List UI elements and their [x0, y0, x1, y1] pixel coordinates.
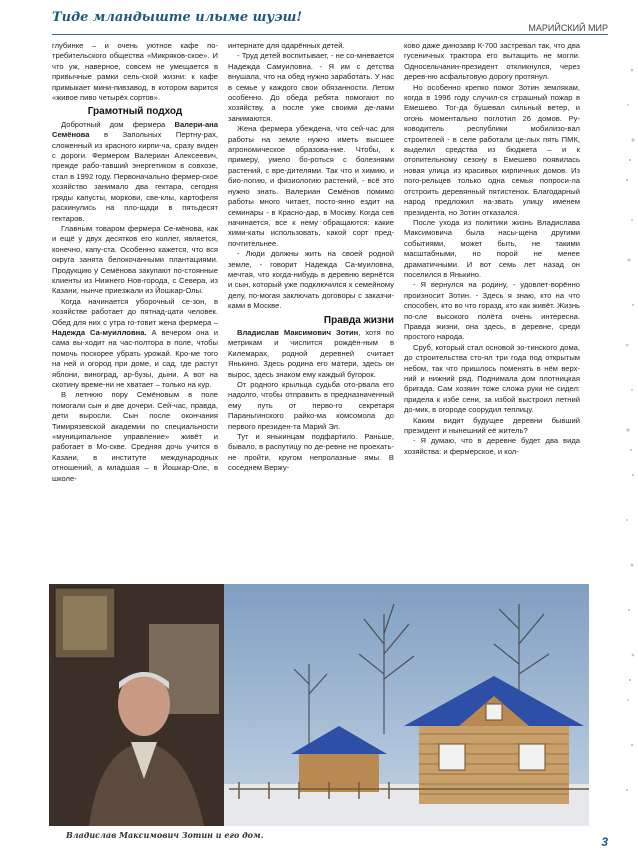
snowflake-decoration-icon — [618, 30, 638, 830]
paragraph — [228, 328, 394, 380]
paragraph: Тут и янькинцам подфартило. Раньше, бывало, в распутицу по де-ревне не проехать-не пройти, кругом непролазные ямы. В соседнем Вержу- — [228, 432, 394, 473]
photo-caption: Владислав Максимович Зотин и его дом. — [52, 828, 366, 842]
paragraph — [52, 297, 218, 391]
text-run: А вечером она и сама вы-ходит на час-полтора в поле, чтобы помочь поскорее убрать урожай. Кро-ме того на ней и огород при доме, и сад, где растут яблони, виноград, ар-бузы, дыни. А вот на скотину време-ни не хватает – только на кур. — [52, 327, 218, 389]
page-header — [0, 0, 638, 40]
paragraph: Жена фермера убеждена, что сей-час для работы на земле нужно иметь высшее агрономическое образова-ние. Чтобы, к примеру, умело бо-роться с болезнями растений, с вре-дителями. Так что и химию, и био-логию, и физиологию растений, - всё это нужно знать. Валериан Семёнов помимо работы много читает, посто-янно ездит на семинары - в Красно-дар, в Москву. Когда сев начинается, все к нему обращаются: какие хими-каты использовать, какой сорт пред-почтительнее. — [228, 124, 394, 248]
paragraph: - Люди должны жить на своей родной земле, - говорит Надежда Са-муиловна, мечтая, что когда-нибудь в деревню вернётся и сын, который уже подключился к семейному делу, по-могая заключать договоры с заказчи-ками в Москве. — [228, 249, 394, 311]
column-3 — [404, 41, 580, 457]
paragraph: Но особенно крепко помог Зотин землякам, когда в 1996 году случил-ся страшный пожар в Емешево. Тог-да бушевал сильный ветер, и огонь моментально поглотил 26 домов. Ру-ководитель республики мобилизо-вал строителей - в селе работали це-лых пять ПМК, выделил средства из бюджета – и к отопительному сезону в Емешево появилась новая улица из красивых кирпичных домов. Из пого-рельцев только одна семья попроси-ла отстроить деревянный пятистенок. Благодарный народ предложил на-звать улицу именем президента, но Зотин отказался. — [404, 82, 580, 217]
text-run: , хотя по метрикам и числится рождён-ным в Килемарах, родной деревней считает Янькино. Здесь родина его матери, здесь он вырос, здесь знаком ему каждый бугорок. — [228, 327, 394, 379]
text-run: в Запольных Пертну-рах, сложенный из красного кирпи-ча, сразу виден с дороги. Фермером Валериан Алексеевич, прежде рабо-тавший энергетиком в совхозе, стал в 1992 году. Первоначально фермер-ское хозяйство занимало два гектара, сегодня гряды капусты, моркови, све-клы, картофеля раскинулись на пло-щади в пятьдесят гектаров. — [52, 130, 218, 223]
paragraph: ково даже динозавр К-700 застревал так, что два гусеничных трактора его вытащить не могли. Односельчанин-президент откликнулся, через дерев-ню асфальтовую дорогу протянул. — [404, 41, 580, 82]
header-rule — [52, 34, 608, 35]
header-title: Тиде мландыште илыме шуэш! — [52, 10, 303, 25]
paragraph: В летнюю пору Семёновым в поле помогали сын и две дочери. Сей-час, правда, дети выросли. Сын после окончания Тимирязевской академии по специальности «муниципальное управление» живёт и работает в Мо-скве. Средняя дочь учится в Казани, в институте международных отношений, а младшая – в Йошкар-Оле, в школе- — [52, 390, 218, 483]
paragraph: - Я вернулся на родину, - удовлет-ворённо произносит Зотин. - Здесь я знаю, кто на что способен, кто во что горазд, кто как живёт. Жизнь по-сле высокого полёта очень интересна. Правда жизни, она здесь, в деревне, среди простого народа. — [404, 280, 580, 342]
paragraph: глубинке – и очень уютное кафе по-требительского общества «Микряков-ское». И что уж, наверное, совсем не умещается в привычные рамки сель-ской жизни: к кафе примыкает мини-пивзавод, в котором варится «живое пиво четырёх сортов». — [52, 41, 218, 103]
paragraph: Главным товаром фермера Се-мёнова, как и ещё у двух десятков его коллег, является, конечно, капу-ста. Особенно кажется, что вся округа занята белокочанными плантациями. Продукцию у Семёнова закупают по-стоянные клиенты из Нижнего Нов-города, с Севера, из Казани, нынче приезжали из Йошкар-Олы. — [52, 223, 218, 296]
header-section: МАРИЙСКИЙ МИР — [528, 23, 608, 33]
paragraph — [52, 120, 218, 224]
paragraph: Каким видит будущее деревни бывший президент и нынешний её житель? — [404, 415, 580, 436]
subheading-pravda-zhizni: Правда жизни — [323, 314, 394, 326]
text-run: Добротный дом фермера — [61, 119, 175, 129]
subheading-gramotny-podkhod: Грамотный подход — [87, 106, 183, 118]
paragraph: - Труд детей воспитывает, - не со-мневается Надежда Самуиловна. - Я им с детства внушала, что на обед нужно заработать. У нас в семье у каждого свои обязанности. Летом особенно. До обеда ребята помогают по хозяйству, а после уже своими де-лами занимаются. — [228, 51, 394, 123]
paragraph: От родного крыльца судьба ото-рвала его надолго, чтобы отправить в предназначенный ему путь от перво-го секретаря Параньгинского райко-ма комсомола до первого президен-та Марий Эл. — [228, 380, 394, 431]
house-photo-illustration — [49, 584, 589, 826]
person-name: Надежда Са-муилловна. — [52, 327, 147, 337]
column-2 — [228, 41, 394, 474]
paragraph: Сруб, который стал основой зо-тинского дома, до строительства сто-ял три года под открытым небом, так что пришлось поменять в нём верх-ний и нижний ряд. Поднимала дом плотницкая бригада. Сам хозяин тоже сложа руки не сидел: придела к избе сени, за избой выстроил летний до-мик, в огороде соорудил теплицу. — [404, 342, 580, 415]
page-number: 3 — [601, 835, 608, 849]
paragraph: интернате для одарённых детей. — [228, 41, 345, 50]
paragraph: После ухода из политики жизнь Владислава Максимовича была насы-щена другими событиями, может быть, не такими масштабными, но порой не менее драматичными. И вот семь лет назад он поселился в Янькино. — [404, 217, 580, 279]
text-run: Когда начинается уборочный се-зон, в хозяйстве работает до пятнад-цати человек. Обед для них с утра го-товит жена фермера – — [52, 296, 218, 327]
column-1 — [52, 41, 218, 484]
person-name: Владислав Максимович Зотин — [237, 327, 359, 337]
article-photo — [49, 584, 589, 826]
person-name: Валери-ана Семёнова — [52, 119, 218, 140]
paragraph: - Я думаю, что в деревне будет два вида хозяйства: и фермерское, и кол- — [404, 436, 580, 456]
